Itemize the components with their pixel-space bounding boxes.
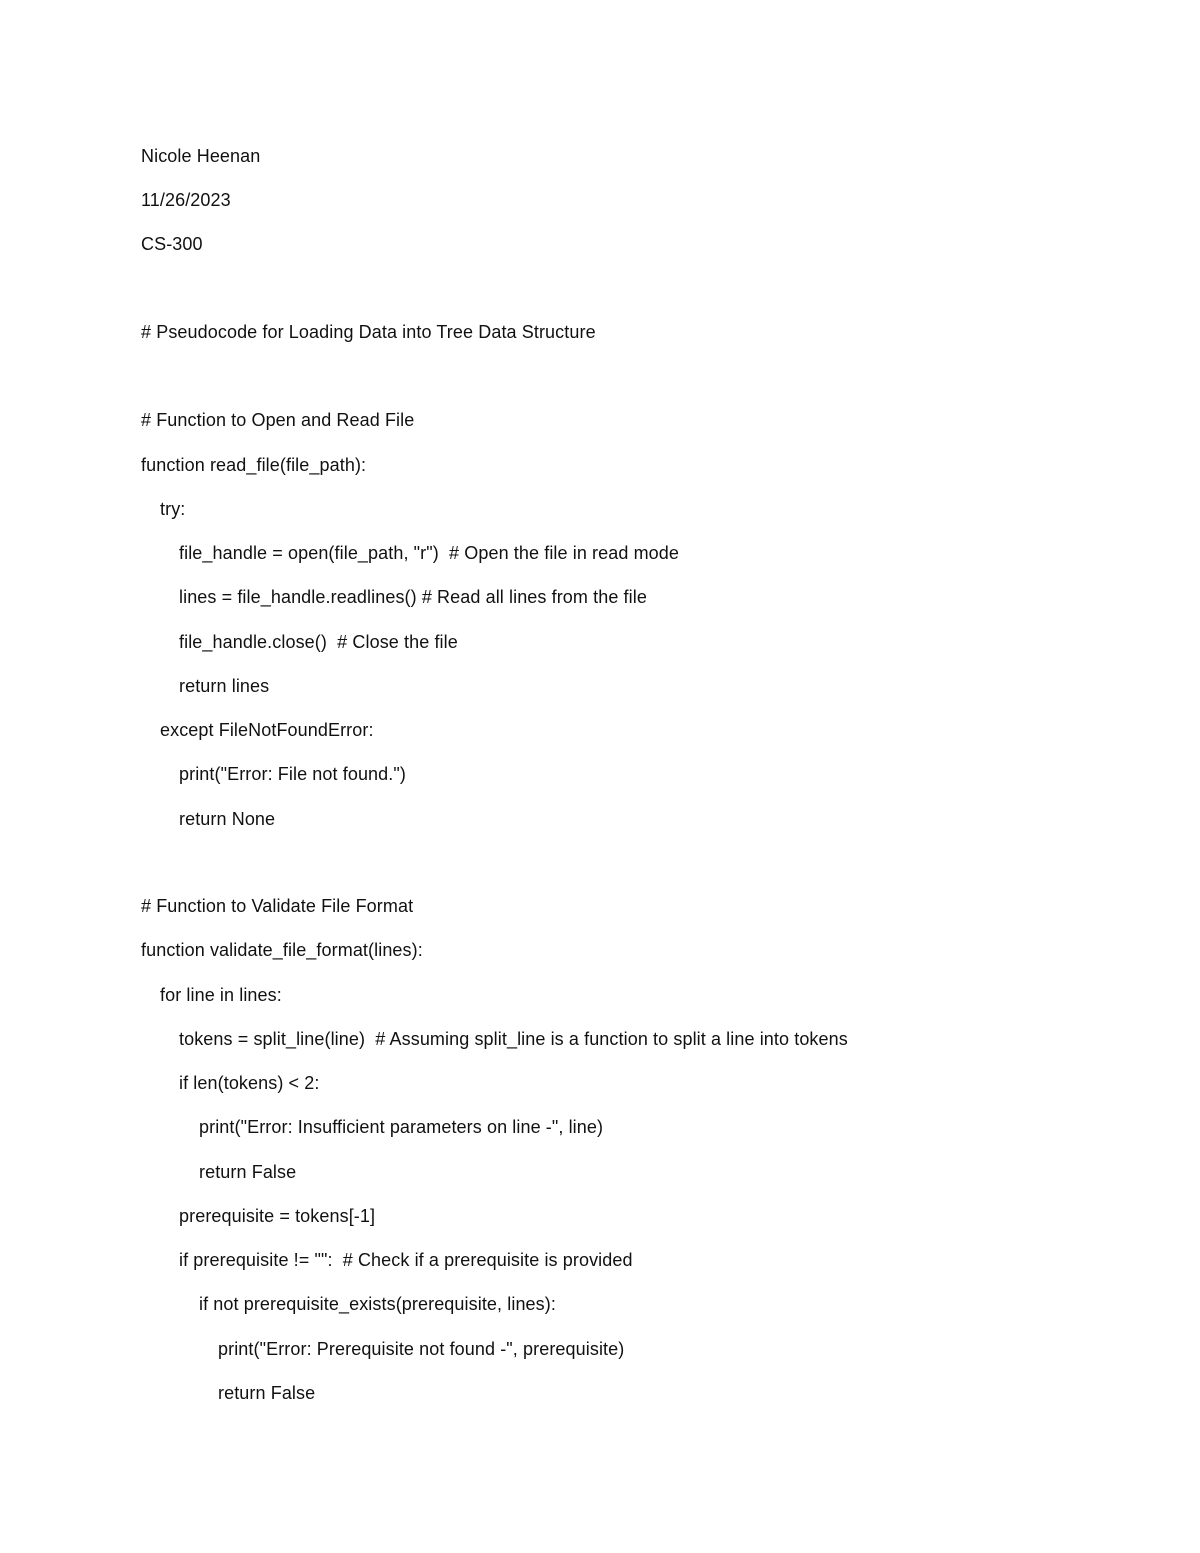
document-title-comment: # Pseudocode for Loading Data into Tree Data Structure: [141, 322, 596, 342]
code-line: file_handle.close() # Close the file: [179, 632, 458, 652]
read-file-heading: # Function to Open and Read File: [141, 410, 415, 430]
code-line: for line in lines:: [160, 985, 282, 1005]
code-line: function read_file(file_path):: [141, 455, 367, 475]
code-line: print("Error: File not found."): [179, 764, 406, 784]
code-line: tokens = split_line(line) # Assuming split_line is a function to split a line into tokens: [179, 1029, 848, 1049]
code-line: lines = file_handle.readlines() # Read all lines from the file: [179, 587, 647, 607]
code-line: try:: [160, 499, 186, 519]
code-line: return False: [218, 1383, 316, 1403]
author-name: Nicole Heenan: [141, 146, 261, 166]
code-line: if not prerequisite_exists(prerequisite, lines):: [199, 1294, 556, 1314]
code-line: prerequisite = tokens[-1]: [179, 1206, 376, 1226]
code-line: file_handle = open(file_path, "r") # Open the file in read mode: [179, 543, 679, 563]
code-line: return lines: [179, 676, 270, 696]
code-line: if prerequisite != "": # Check if a prerequisite is provided: [179, 1250, 633, 1270]
code-line: return False: [199, 1162, 297, 1182]
code-line: if len(tokens) < 2:: [179, 1073, 320, 1093]
document-date: 11/26/2023: [141, 190, 231, 210]
code-line: print("Error: Prerequisite not found -", prerequisite): [218, 1339, 625, 1359]
code-line: print("Error: Insufficient parameters on line -", line): [199, 1117, 604, 1137]
course-code: CS-300: [141, 234, 203, 254]
code-line: function validate_file_format(lines):: [141, 940, 423, 960]
code-line: except FileNotFoundError:: [160, 720, 374, 740]
validate-format-heading: # Function to Validate File Format: [141, 896, 414, 916]
code-line: return None: [179, 809, 276, 829]
